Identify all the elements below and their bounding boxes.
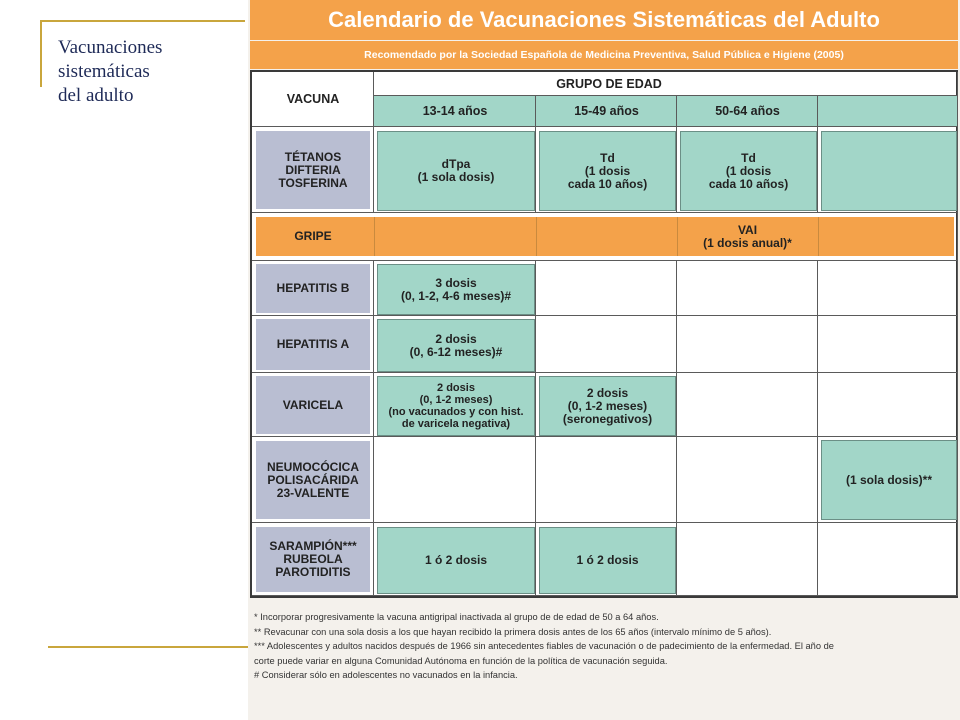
top-gold-line [40, 20, 245, 22]
age-group-header [818, 96, 958, 127]
slide-title-line: sistemáticas [58, 61, 150, 82]
group-header: GRUPO DE EDAD [556, 76, 662, 91]
empty-cell [677, 523, 818, 596]
empty-cell [677, 437, 818, 523]
schedule-cell [536, 127, 677, 213]
age-group-label: 15-49 años [574, 104, 639, 118]
footnote: * Incorporar progresivamente la vacuna antigripal inactivada al grupo de de edad de 50 a 64 años. [254, 612, 659, 622]
schedule-cell [677, 127, 818, 213]
empty-cell [536, 261, 677, 316]
empty-cell [677, 261, 818, 316]
empty-cell [818, 261, 958, 316]
calendar-subtitle: Recomendado por la Sociedad Española de Medicina Preventiva, Salud Pública e Higiene (2005) [250, 41, 958, 69]
vaccine-row-label-cell [252, 316, 374, 373]
schedule-cell [818, 437, 958, 523]
schedule-text: 1 ó 2 dosis [377, 527, 535, 594]
schedule-cell [374, 523, 536, 596]
empty-cell [677, 316, 818, 373]
age-group-label [818, 96, 958, 127]
slide-title [58, 36, 243, 108]
footnote: corte puede variar en alguna Comunidad Autónoma en función de la política de vacunación seguida. [254, 655, 668, 666]
footnote: # Considerar sólo en adolescentes no vacunados en la infancia. [254, 670, 518, 680]
schedule-cell [374, 127, 536, 213]
schedule-text: 2 dosis (0, 1-2 meses) (no vacunados y con hist. de varicela negativa) [377, 376, 535, 436]
age-group-header [677, 96, 818, 127]
slide-title-line: Vacunaciones [58, 37, 163, 58]
vaccine-name: SARAMPIÓN*** RUBEOLA PAROTIDITIS [256, 527, 370, 592]
group-header-cell [374, 72, 958, 96]
empty-cell [818, 523, 958, 596]
gripe-row [252, 213, 958, 261]
vaccine-row-label-cell [252, 261, 374, 316]
schedule-text: VAI (1 dosis anual)* [703, 222, 792, 250]
age-group-header [374, 96, 536, 127]
vaccine-name: HEPATITIS B [256, 264, 370, 313]
gripe-divider [374, 217, 375, 256]
schedule-cell [374, 261, 536, 316]
schedule-text: (1 sola dosis)** [821, 440, 957, 520]
footnote: ** Revacunar con una sola dosis a los que hayan recibido la primera dosis antes de los 65 años (intervalo mínimo de 5 años). [254, 626, 772, 637]
footnote: *** Adolescentes y adultos nacidos después de 1966 sin antecedentes fiables de vacunación o de padecimiento de la enfermedad. El año de [254, 641, 834, 651]
schedule-cell [536, 523, 677, 596]
vaccine-name: TÉTANOS DIFTERIA TOSFERINA [256, 131, 370, 209]
empty-cell [677, 373, 818, 437]
empty-cell [536, 437, 677, 523]
age-group-header [536, 96, 677, 127]
gripe-divider [818, 217, 819, 256]
age-group-label: 50-64 años [715, 104, 780, 118]
slide-title-line: del adulto [58, 85, 134, 106]
empty-cell [818, 316, 958, 373]
gripe-divider [536, 217, 537, 256]
vaccine-row-label-cell [252, 437, 374, 523]
schedule-cell [536, 373, 677, 437]
vaccine-name: NEUMOCÓCICA POLISACÁRIDA 23-VALENTE [256, 441, 370, 519]
left-gold-line [40, 20, 42, 87]
vaccination-table [250, 70, 958, 598]
vaccination-calendar-scan [248, 0, 960, 720]
empty-cell [374, 437, 536, 523]
vaccine-name: HEPATITIS A [256, 319, 370, 370]
vacuna-header: VACUNA [286, 92, 340, 106]
calendar-title: Calendario de Vacunaciones Sistemáticas del Adulto [250, 0, 958, 40]
schedule-cell [818, 127, 958, 213]
vaccine-row-label-cell [252, 373, 374, 437]
schedule-cell [374, 316, 536, 373]
footnotes [254, 610, 954, 683]
bottom-gold-line [48, 646, 248, 648]
empty-cell [536, 316, 677, 373]
vaccine-name: GRIPE [294, 229, 332, 243]
schedule-text: Td (1 dosis cada 10 años) [680, 131, 817, 211]
schedule-text: 2 dosis (0, 1-2 meses) (seronegativos) [539, 376, 676, 436]
schedule-text: 3 dosis (0, 1-2, 4-6 meses)# [377, 264, 535, 315]
schedule-text: dTpa (1 sola dosis) [377, 131, 535, 211]
schedule-text: 1 ó 2 dosis [539, 527, 676, 594]
schedule-text: Td (1 dosis cada 10 años) [539, 131, 676, 211]
empty-cell [818, 373, 958, 437]
age-group-label: 13-14 años [422, 104, 488, 118]
vaccine-row-label-cell [252, 127, 374, 213]
schedule-text: 2 dosis (0, 6-12 meses)# [377, 319, 535, 372]
vaccine-row-label-cell [252, 523, 374, 596]
schedule-text [821, 131, 957, 211]
schedule-cell [374, 373, 536, 437]
vaccine-name: VARICELA [256, 376, 370, 434]
vacuna-header-cell [252, 72, 374, 127]
